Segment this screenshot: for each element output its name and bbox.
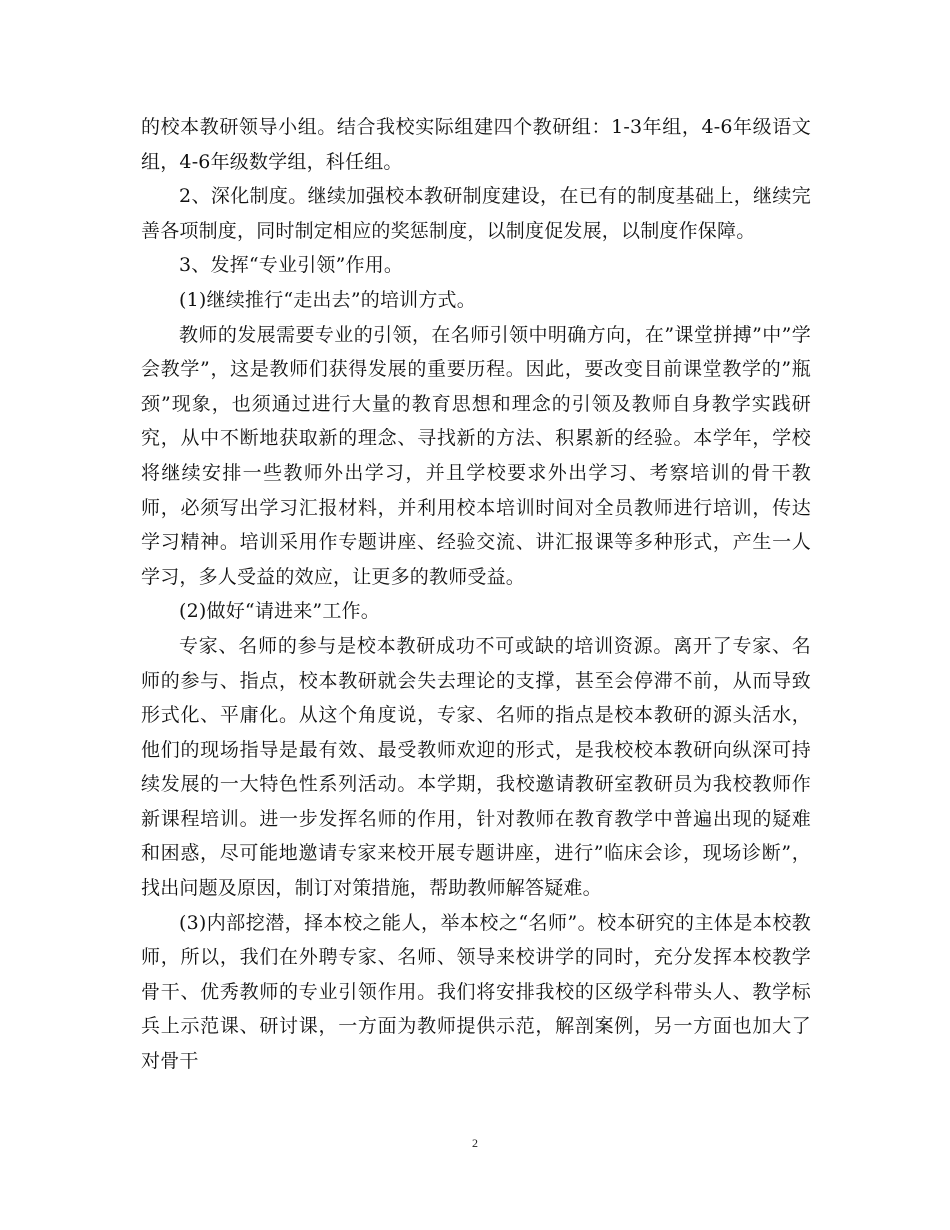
paragraph-3: 3、发挥“专业引领”作用。	[179, 254, 404, 277]
page-number: 2	[472, 1136, 478, 1150]
paragraph-4: (1)继续推行“走出去”的培训方式。	[179, 288, 476, 311]
paragraph-7: 专家、名师的参与是校本教研成功不可或缺的培训资源。离开了专家、名师的参与、指点，校本教研就会失去理论的支撑，甚至会停滞不前，从而导致形式化、平庸化。从这个角度说，专家、名师的指点是校本教研的源头活水，他们的现场指导是最有效、最受教师欢迎的形式，是我校校本教研向纵深可持续发展的一大特色性系列活动。本学期，我校邀请教研室教研员为我校教师作新课程培训。进一步发挥名师的作用，针对教师在教育教学中普遍出现的疑难和困惑，尽可能地邀请专家来校开展专题讲座，进行”临床会诊，现场诊断”，找出问题及原因，制订对策措施，帮助教师解答疑难。	[141, 634, 811, 900]
paragraph-5: 教师的发展需要专业的引领，在名师引领中明确方向，在”课堂拼搏”中”学会教学”，这是教师们获得发展的重要历程。因此，要改变目前课堂教学的”瓶颈”现象，也须通过进行大量的教育思想和理念的引领及教师自身教学实践研究，从中不断地获取新的理念、寻找新的方法、积累新的经验。本学年，学校将继续安排一些教师外出学习，并且学校要求外出学习、考察培训的骨干教师，必须写出学习汇报材料，并利用校本培训时间对全员教师进行培训，传达学习精神。培训采用作专题讲座、经验交流、讲汇报课等多种形式，产生一人学习，多人受益的效应，让更多的教师受益。	[141, 323, 811, 588]
paragraph-1: 的校本教研领导小组。结合我校实际组建四个教研组：1-3年组，4-6年级语文组，4-6年级数学组，科任组。	[141, 116, 811, 173]
paragraph-2: 2、深化制度。继续加强校本教研制度建设，在已有的制度基础上，继续完善各项制度，同时制定相应的奖惩制度，以制度促发展，以制度作保障。	[141, 185, 811, 242]
paragraph-8: (3)内部挖潜，择本校之能人，举本校之“名师”。校本研究的主体是本校教师，所以，我们在外聘专家、名师、领导来校讲学的同时，充分发挥本校教学骨干、优秀教师的专业引领作用。我们将安排我校的区级学科带头人、教学标兵上示范课、研讨课，一方面为教师提供示范，解剖案例，另一方面也加大了对骨干	[141, 911, 811, 1073]
page-body	[141, 110, 811, 1079]
paragraph-6: (2)做好“请进来”工作。	[179, 600, 380, 623]
